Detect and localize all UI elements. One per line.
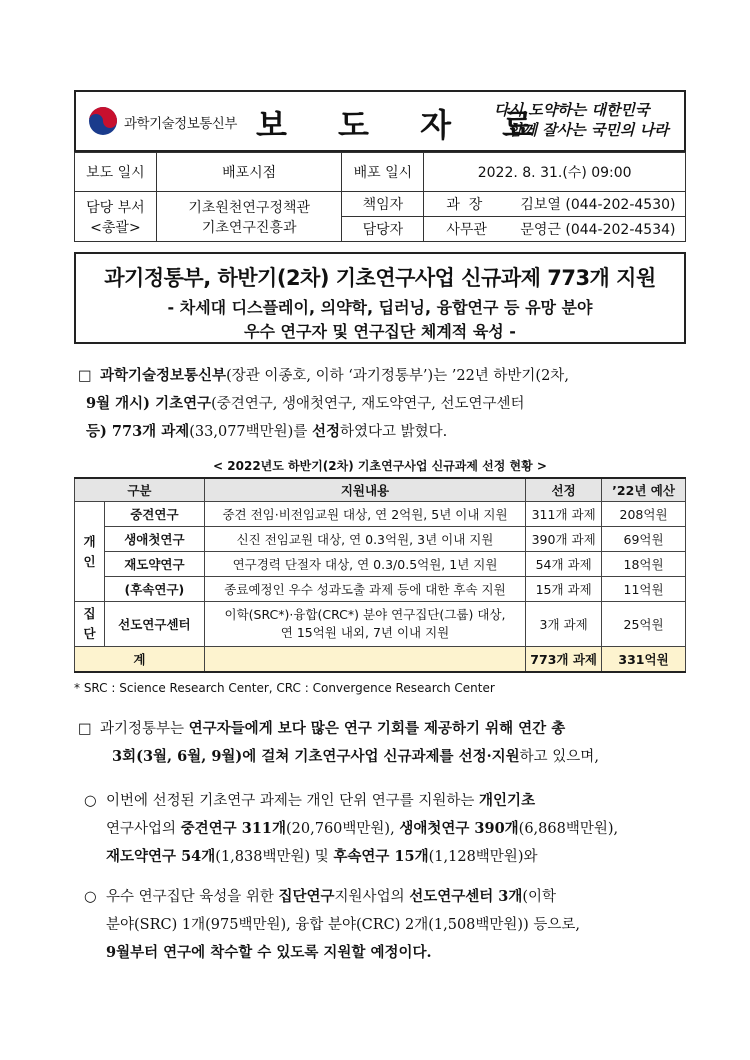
- row-category: 선도연구센터: [104, 602, 204, 647]
- th-budget: ’22년 예산: [602, 478, 686, 502]
- report-date-value: 배포시점: [156, 153, 342, 192]
- p4-l1b: 집단연구: [278, 888, 335, 905]
- table-row: [75, 527, 686, 552]
- circle-bullet: ○: [84, 889, 97, 905]
- paragraph-1: [78, 362, 690, 446]
- table-row: [75, 577, 686, 602]
- dept-value-2: 기초연구진흥과: [201, 219, 297, 236]
- p1-l1a: 과학기술정보통신부: [100, 367, 227, 384]
- table-row: [75, 602, 686, 647]
- th-category: 구분: [75, 478, 205, 502]
- p3-l3d: (1,128백만원)와: [428, 849, 538, 865]
- staff-title: 사무관: [446, 222, 487, 238]
- p3-l2e: (6,868백만원),: [518, 821, 619, 837]
- paragraph-4: [84, 883, 690, 967]
- total-label: 계: [75, 647, 205, 673]
- dist-date-value: 2022. 8. 31.(수) 09:00: [424, 153, 686, 192]
- total-row: [75, 647, 686, 673]
- row-count: 3개 과제: [526, 602, 602, 647]
- p4-l1c: 지원사업의: [334, 889, 410, 905]
- p3-l2b: 중견연구 311개: [180, 820, 287, 837]
- row-desc: 연구경력 단절자 대상, 연 0.3/0.5억원, 1년 지원: [204, 552, 525, 577]
- responsible-name: 김보열 (044-202-4530): [520, 197, 676, 213]
- staff-label: 담당자: [342, 217, 424, 242]
- headline-main: 과기정통부, 하반기(2차) 기초연구사업 신규과제 773개 지원: [104, 266, 656, 290]
- responsible-value: [424, 192, 686, 217]
- p1-l3c: 선정: [311, 423, 340, 440]
- release-info-table: [74, 152, 686, 242]
- row-desc-line-2: 연 15억원 내외, 7년 이내 지원: [280, 625, 450, 640]
- government-slogan: [494, 100, 680, 140]
- table-row: [75, 502, 686, 527]
- p3-l1a: 이번에 선정된 기초연구 과제는 개인 단위 연구를 지원하는: [106, 793, 480, 809]
- p3-l3a: 재도약연구 54개: [106, 848, 216, 865]
- square-bullet: □: [78, 721, 92, 737]
- p2-l2a: 3회(3월, 6월, 9월)에 걸쳐 기초연구사업 신규과제를 선정·지원: [112, 748, 520, 765]
- p4-l3a: 9월부터 연구에 착수할 수 있도록 지원할 예정이다.: [106, 944, 432, 961]
- dept-label-sub: <총괄>: [90, 219, 141, 236]
- press-header: [74, 90, 686, 152]
- row-budget: 208억원: [602, 502, 686, 527]
- row-count: 390개 과제: [526, 527, 602, 552]
- headline-box: [74, 252, 686, 344]
- total-budget: 331억원: [602, 647, 686, 673]
- selection-table: [74, 477, 686, 673]
- th-selection: 선정: [526, 478, 602, 502]
- p2-l2b: 하고 있으며,: [519, 749, 599, 765]
- p3-l1b: 개인기초: [479, 792, 536, 809]
- row-desc: [204, 602, 525, 647]
- ministry-name: 과학기술정보통신부: [124, 116, 237, 132]
- row-budget: 25억원: [602, 602, 686, 647]
- row-count: 311개 과제: [526, 502, 602, 527]
- p1-l2b: (중견연구, 생애첫연구, 재도약연구, 선도연구센터: [211, 396, 525, 412]
- total-desc: [204, 647, 525, 673]
- p2-l1b: 연구자들에게 보다 많은 연구 기회를 제공하기 위해 연간 총: [188, 720, 566, 737]
- paragraph-3: [84, 787, 690, 871]
- ministry-logo: [88, 104, 248, 140]
- p4-l1d: 선도연구센터 3개: [409, 888, 523, 905]
- headline-sub-2: 우수 연구자 및 연구집단 체계적 육성 -: [244, 322, 516, 341]
- slogan-line-2: 함께 잘사는 국민의 나라: [508, 121, 669, 139]
- p3-l2d: 생애첫연구 390개: [399, 820, 519, 837]
- dept-value-1: 기초원천연구정책관: [188, 199, 311, 216]
- row-desc-line-1: 이학(SRC*)·융합(CRC*) 분야 연구집단(그룹) 대상,: [224, 607, 506, 622]
- p3-l2c: (20,760백만원),: [286, 821, 400, 837]
- dept-value: [156, 192, 342, 242]
- p4-l1e: (이학: [522, 889, 557, 905]
- row-desc: 종료예정인 우수 성과도출 과제 등에 대한 후속 지원: [204, 577, 525, 602]
- p4-l1a: 우수 연구집단 육성을 위한: [106, 889, 279, 905]
- row-category: 생애첫연구: [104, 527, 204, 552]
- p3-l2a: 연구사업의: [106, 821, 181, 837]
- square-bullet: □: [78, 368, 92, 384]
- row-budget: 69억원: [602, 527, 686, 552]
- group-collective: 집 단: [75, 602, 105, 647]
- circle-bullet: ○: [84, 793, 97, 809]
- taegeuk-icon: [88, 106, 118, 136]
- slogan-line-1: 다시 도약하는 대한민국: [494, 101, 650, 119]
- p4-l2a: 분야(SRC) 1개(975백만원), 융합 분야(CRC) 2개(1,508백만원)) 등으로,: [106, 917, 580, 933]
- p1-l3a: 등) 773개 과제: [86, 423, 190, 440]
- row-category: 재도약연구: [104, 552, 204, 577]
- row-count: 15개 과제: [526, 577, 602, 602]
- row-category: (후속연구): [104, 577, 204, 602]
- row-budget: 11억원: [602, 577, 686, 602]
- p1-l3d: 하였다고 밝혔다.: [339, 424, 448, 440]
- report-date-label: 보도 일시: [75, 153, 157, 192]
- row-category: 중견연구: [104, 502, 204, 527]
- group-individual: 개 인: [75, 502, 105, 602]
- dept-label: [75, 192, 157, 242]
- dist-date-label: 배포 일시: [342, 153, 424, 192]
- responsible-title: 과 장: [446, 197, 483, 213]
- responsible-label: 책임자: [342, 192, 424, 217]
- dept-label-text: 담당 부서: [86, 199, 145, 216]
- table-caption: < 2022년도 하반기(2차) 기초연구사업 신규과제 선정 현황 >: [213, 459, 547, 473]
- total-count: 773개 과제: [526, 647, 602, 673]
- headline-sub-1: - 차세대 디스플레이, 의약학, 딥러닝, 융합연구 등 유망 분야: [167, 298, 593, 317]
- p3-l3b: (1,838백만원) 및: [215, 849, 334, 865]
- staff-value: [424, 217, 686, 242]
- paragraph-2: [78, 715, 690, 771]
- staff-name: 문영근 (044-202-4534): [520, 222, 676, 238]
- press-release-title: 보 도 자 료: [256, 106, 554, 144]
- p1-l3b: (33,077백만원)를: [189, 424, 312, 440]
- p1-l1b: (장관 이종호, 이하 ‘과기정통부’)는 ’22년 하반기(2차,: [226, 368, 569, 384]
- footnote: * SRC : Science Research Center, CRC : Convergence Research Center: [74, 681, 495, 695]
- th-content: 지원내용: [204, 478, 525, 502]
- p1-l2a: 9월 개시) 기초연구: [86, 395, 212, 412]
- row-budget: 18억원: [602, 552, 686, 577]
- p3-l3c: 후속연구 15개: [333, 848, 429, 865]
- row-desc: 중견 전임·비전임교원 대상, 연 2억원, 5년 이내 지원: [204, 502, 525, 527]
- p2-l1a: 과기정통부는: [100, 721, 189, 737]
- row-desc: 신진 전임교원 대상, 연 0.3억원, 3년 이내 지원: [204, 527, 525, 552]
- table-row: [75, 552, 686, 577]
- row-count: 54개 과제: [526, 552, 602, 577]
